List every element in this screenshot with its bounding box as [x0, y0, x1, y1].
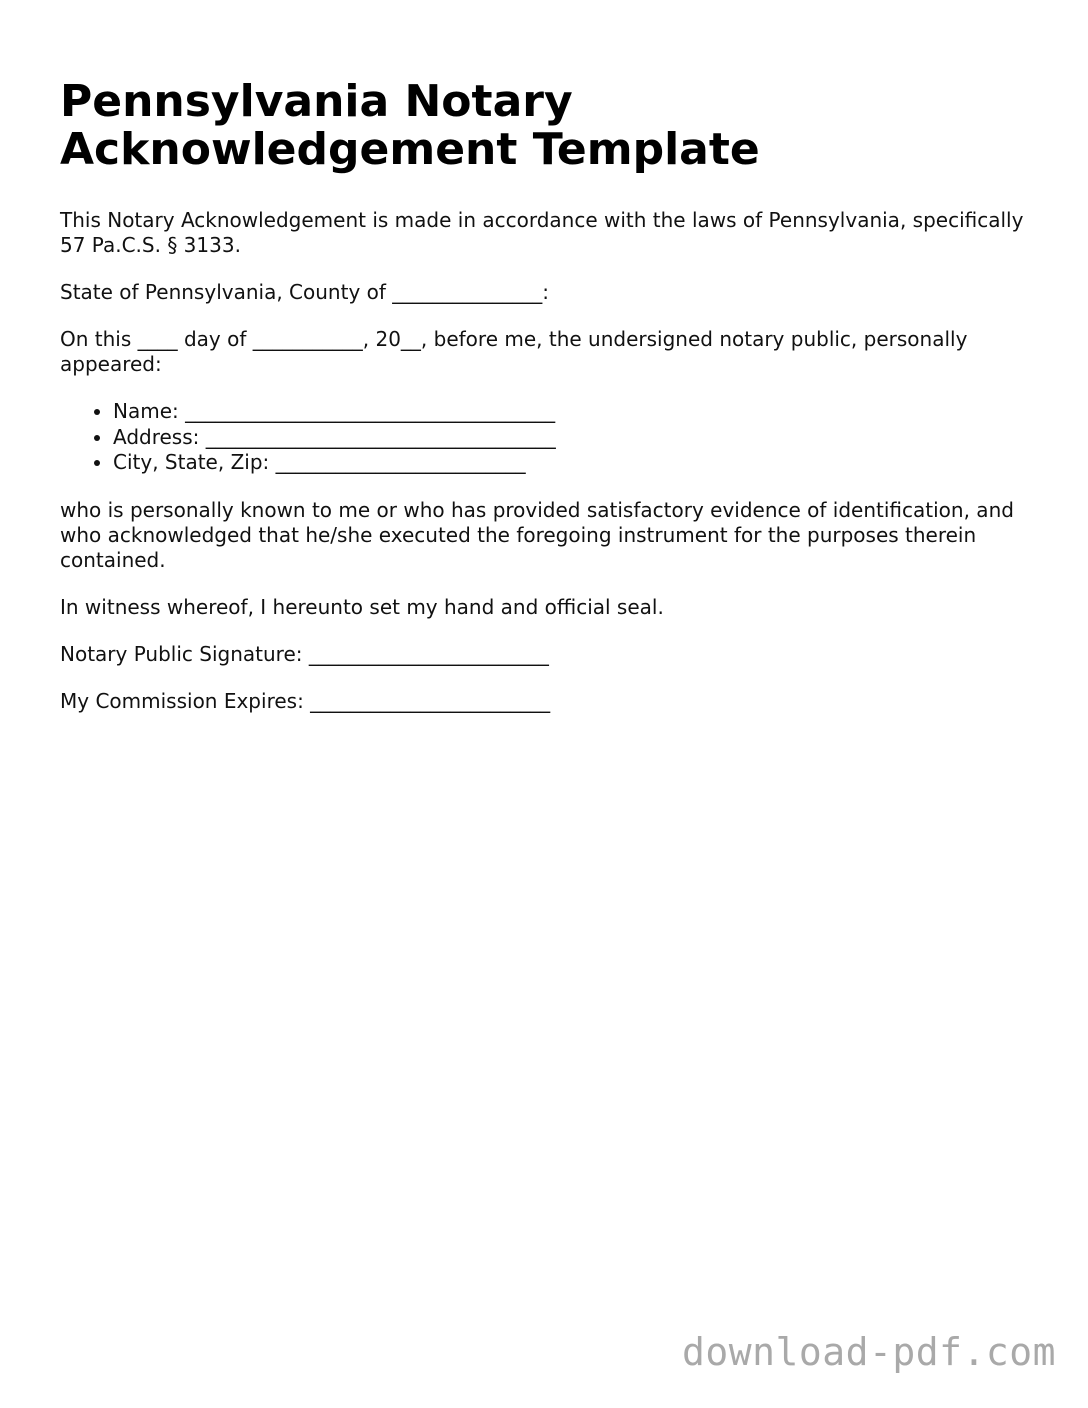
appearance-paragraph: On this ____ day of ___________, 20__, before me, the undersigned notary public, personally appeared:	[60, 327, 968, 376]
list-item-address: • Address: ___________________________________	[113, 425, 1040, 451]
list-item-city-state-zip: • City, State, Zip: _________________________	[113, 450, 1040, 476]
document-page	[60, 78, 1040, 736]
document-title: Pennsylvania Notary Acknowledgement Template	[60, 76, 760, 175]
venue-line: State of Pennsylvania, County of _______________:	[60, 280, 550, 304]
list-item-name: • Name: _____________________________________	[113, 399, 1040, 425]
signer-fields-list	[60, 399, 1040, 476]
identification-paragraph: who is personally known to me or who has provided satisfactory evidence of identification, and who acknowledged that he/she executed the foregoing instrument for the purposes therein contained.	[60, 497, 1014, 572]
watermark-text: download-pdf.com	[681, 1330, 1056, 1374]
witness-line: In witness whereof, I hereunto set my hand and official seal.	[60, 594, 664, 619]
commission-line: My Commission Expires: ________________________	[60, 688, 551, 713]
signature-line: Notary Public Signature: ________________________	[60, 641, 549, 666]
intro-paragraph: This Notary Acknowledgement is made in accordance with the laws of Pennsylvania, specifically 57 Pa.C.S. § 3133.	[60, 208, 1024, 257]
